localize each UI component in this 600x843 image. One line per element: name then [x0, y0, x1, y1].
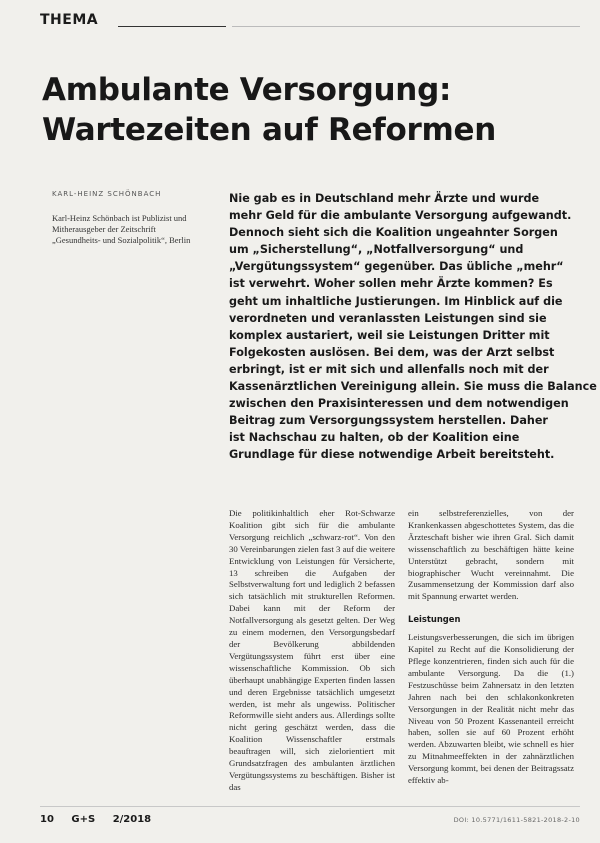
doi: DOI: 10.5771/1611-5821-2018-2-10 [453, 816, 580, 824]
body-column-2-intro: ein selbstreferenzielles, von der Krankenkassen abgeschottetes System, das die Ärzteschaft bisher wie ihren Gral. Sich damit wissenschaftlich zu beschäftigen hätte keine Unterstützt gebracht, sondern mit biographischer Wucht vereinnahmt. Die Zusammensetzung der Kommission darf also mit Spannung erwartet werden. [408, 508, 574, 602]
headline-line-1: Ambulante Versorgung: [42, 72, 452, 108]
author-bio: Karl-Heinz Schönbach ist Publizist und Mitherausgeber der Zeitschrift „Gesundheits- und Sozialpolitik“, Berlin [52, 213, 191, 245]
body-column-2-text: Leistungsverbesserungen, die sich im übrigen Kapitel zu Recht auf die Konsolidierung der Pflege konzentrieren, finden sich auch für die ambulante Versorgung. Da die (1.) Festzuschüsse beim Zahnersatz in den letzten Jahren nach bei den schlakonkonkreten Versorgungen in der Realität nicht mehr das Niveau von 50 Prozent Kassenanteil erreicht haben, sollen sie auf 60 Prozent erhöht werden. Abzuwarten bleibt, wie schnell es hier zu Mitnahmeeffekten in der zahnärztlichen Versorgung kommt, bei denen der Beitragssatz effektiv ab- [408, 632, 574, 786]
lead-line: Kassenärztlichen Vereinigung allein. Sie muss die Balance [229, 380, 597, 394]
section-rule-light [232, 26, 580, 27]
lead-line: Grundlage für diese notwendige Arbeit bereitsteht. [229, 448, 555, 462]
lead-line: ist verwehrt. Woher sollen mehr Ärzte kommen? Es [229, 277, 553, 291]
section-header [40, 12, 580, 32]
lead-line: geht um inhaltliche Justierungen. Im Hinblick auf die [229, 294, 563, 308]
lead-line: Nie gab es in Deutschland mehr Ärzte und wurde [229, 192, 540, 205]
lead-paragraph [229, 190, 597, 464]
headline-line-2: Wartezeiten auf Reformen [42, 112, 496, 148]
lead-line: zwischen den Praxisinteressen und dem notwendigen [229, 397, 569, 411]
journal-name: G+S [71, 814, 96, 825]
lead-line: Folgekosten auslösen. Bei dem, was der Arzt selbst [229, 345, 555, 359]
subheading-leistungen: Leistungen [408, 614, 461, 625]
lead-line: verordneten und veranlassten Leistungen sind sie [229, 311, 547, 325]
lead-line: „Vergütungssystem“ gegenüber. Das übliche „mehr“ [229, 260, 564, 274]
article-headline [42, 70, 562, 150]
lead-line: um „Sicherstellung“, „Notfallversorgung“ und [229, 243, 524, 257]
author-name: KARL-HEINZ SCHÖNBACH [52, 190, 162, 198]
lead-line: Beitrag zum Versorgungssystem herstellen. Daher [229, 414, 548, 428]
section-label: THEMA [40, 12, 99, 28]
body-column-2 [408, 508, 574, 787]
lead-line: erbringt, ist er mit sich und allenfalls noch mit der [229, 362, 549, 376]
footer-rule [40, 806, 580, 807]
lead-line: komplex austariert, weil sie Leistungen Dritter mit [229, 328, 550, 342]
body-column-1: Die politikinhaltlich eher Rot-Schwarze Koalition gibt sich für die ambulante Versorgung reichlich „schwarz-rot“. Von den 30 Vereinbarungen zielen fast 3 auf die weitere Entwicklung von Leistungen für Versicherte, 13 schreiben die Aufgaben der Selbstverwaltung fort und lediglich 2 befassen sich tatsächlich mit strukturellen Reformen. Dabei kann mit der Reform der Notfallversorgung als gesetzt gelten. Der Weg zu einem modernen, den Versorgungsbedarf der Bevölkerung abbildenden Vergütungssystem führt erst über eine wissenschaftliche Kommission. Ob sich überhaupt unabhängige Experten finden lassen und deren Ergebnisse tatsächlich umgesetzt werden, ist mehr als ungewiss. Politischer Reformwille sieht anders aus. Allerdings sollte nicht gering geschätzt werden, dass die Koalition Wissenschaftler erstmals beauftragen will, sich zielorientiert mit Grundsatzfragen des ambulanten ärztlichen Vergütungssystems zu beschäftigen. Bisher ist das [229, 508, 395, 792]
section-rule [118, 26, 226, 27]
lead-line: mehr Geld für die ambulante Versorgung aufgewandt. [229, 209, 572, 223]
lead-line: ist Nachschau zu halten, ob der Koalition eine [229, 431, 520, 445]
footer-left [40, 814, 165, 825]
page-number: 10 [40, 814, 54, 825]
issue-number: 2/2018 [112, 814, 152, 825]
lead-line: Dennoch sieht sich die Koalition ungeahnter Sorgen [229, 226, 558, 240]
